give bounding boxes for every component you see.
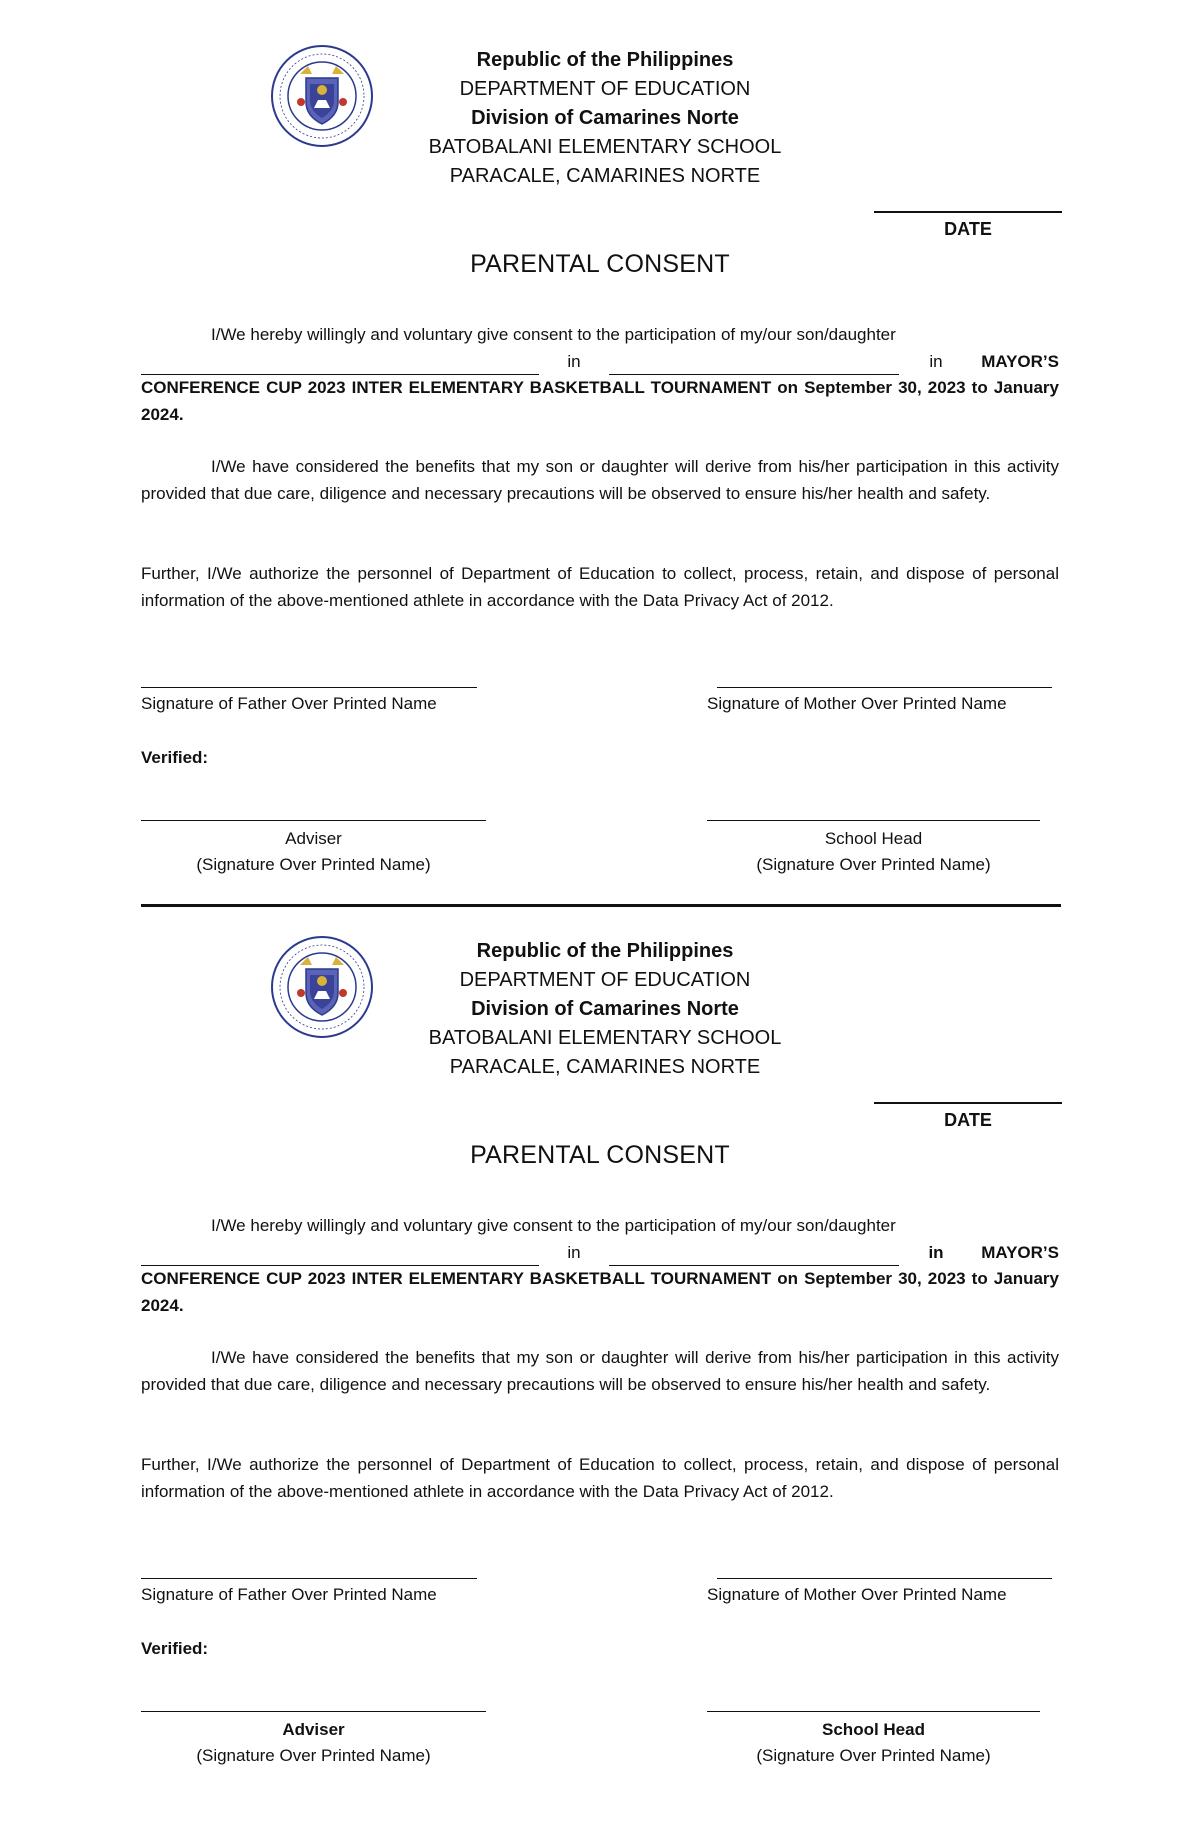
header-location: PARACALE, CAMARINES NORTE (449, 165, 761, 187)
header-school: BATOBALANI ELEMENTARY SCHOOL (428, 136, 782, 158)
event-name: CONFERENCE CUP 2023 INTER ELEMENTARY BASKETBALL TOURNAMENT (141, 378, 772, 397)
child-name-blank[interactable] (141, 356, 539, 375)
in-word: in (929, 351, 943, 371)
benefits-paragraph (141, 1345, 1059, 1398)
mayor-label: MAYOR’S (981, 351, 1059, 371)
privacy-paragraph: Further, I/We authorize the personnel of Department of Education to collect, process, retain, and dispose of personal information of the above-mentioned athlete in accordance with the Data Privacy Act of 2012. (141, 564, 1059, 610)
adviser-signature-line[interactable] (141, 820, 486, 821)
event-dates: September 30, 2023 to January 2024. (141, 1269, 1059, 1315)
school-head-block (707, 826, 1040, 878)
event-name: CONFERENCE CUP 2023 INTER ELEMENTARY BASKETBALL TOURNAMENT (141, 1269, 772, 1288)
on-word: on (777, 1269, 799, 1288)
grade-blank[interactable] (609, 1247, 899, 1266)
father-signature-label: Signature of Father Over Printed Name (141, 694, 437, 713)
school-head-sublabel: (Signature Over Printed Name) (756, 855, 991, 874)
header-school: BATOBALANI ELEMENTARY SCHOOL (428, 1027, 782, 1049)
adviser-sublabel: (Signature Over Printed Name) (196, 855, 431, 874)
in-word: in (928, 1242, 944, 1262)
header-department: DEPARTMENT OF EDUCATION (459, 969, 751, 991)
deped-seal-icon (270, 44, 374, 148)
father-signature-line[interactable] (141, 1578, 477, 1579)
adviser-block (141, 826, 486, 878)
verified-label: Verified: (141, 748, 209, 767)
benefits-paragraph (141, 454, 1059, 507)
school-head-sublabel: (Signature Over Printed Name) (756, 1746, 991, 1765)
on-word: on (777, 378, 799, 397)
header-division: Division of Camarines Norte (471, 107, 739, 129)
page-title: PARENTAL CONSENT (470, 1141, 730, 1169)
mother-signature-label: Signature of Mother Over Printed Name (707, 694, 1007, 713)
father-signature-label: Signature of Father Over Printed Name (141, 1585, 437, 1604)
date-label: DATE (944, 1110, 992, 1130)
event-dates: September 30, 2023 to January 2024. (141, 378, 1059, 424)
header-location: PARACALE, CAMARINES NORTE (449, 1056, 761, 1078)
consent-form-2 (0, 891, 1200, 1791)
grade-blank[interactable] (609, 356, 899, 375)
letterhead (380, 937, 830, 1082)
adviser-sublabel: (Signature Over Printed Name) (196, 1746, 431, 1765)
header-department: DEPARTMENT OF EDUCATION (459, 78, 751, 100)
mayor-label: MAYOR’S (981, 1242, 1059, 1262)
page-title: PARENTAL CONSENT (470, 250, 730, 278)
date-field-line[interactable] (874, 211, 1062, 213)
header-republic: Republic of the Philippines (476, 940, 734, 962)
letterhead (380, 46, 830, 191)
adviser-label: Adviser (285, 829, 342, 848)
header-division: Division of Camarines Norte (471, 998, 739, 1020)
school-head-label: School Head (824, 829, 923, 848)
in-word: in (567, 1242, 581, 1262)
school-head-label: School Head (822, 1720, 925, 1739)
consent-paragraph (141, 1213, 1059, 1319)
benefits-text: I/We have considered the benefits that my son or daughter will derive from his/her participation in this activity provided that due care, diligence and necessary precautions will be observed to ensure his/her health and safety. (141, 457, 1059, 503)
child-name-blank[interactable] (141, 1247, 539, 1266)
school-head-signature-line[interactable] (707, 820, 1040, 821)
consent-form-1 (0, 0, 1200, 900)
benefits-text: I/We have considered the benefits that my son or daughter will derive from his/her participation in this activity provided that due care, diligence and necessary precautions will be observed to ensure his/her health and safety. (141, 1348, 1059, 1394)
in-word: in (567, 351, 581, 371)
header-republic: Republic of the Philippines (476, 49, 734, 71)
school-head-signature-line[interactable] (707, 1711, 1040, 1712)
deped-seal-icon (270, 935, 374, 1039)
consent-intro: I/We hereby willingly and voluntary give consent to the participation of my/our son/daughter (211, 325, 896, 344)
adviser-signature-line[interactable] (141, 1711, 486, 1712)
privacy-paragraph: Further, I/We authorize the personnel of Department of Education to collect, process, retain, and dispose of personal information of the above-mentioned athlete in accordance with the Data Privacy Act of 2012. (141, 1455, 1059, 1501)
father-signature-line[interactable] (141, 687, 477, 688)
mother-signature-line[interactable] (717, 687, 1052, 688)
mother-signature-line[interactable] (717, 1578, 1052, 1579)
school-head-block (707, 1717, 1040, 1769)
consent-paragraph (141, 322, 1059, 428)
date-label: DATE (944, 219, 992, 239)
adviser-block (141, 1717, 486, 1769)
consent-intro: I/We hereby willingly and voluntary give consent to the participation of my/our son/daughter (211, 1216, 896, 1235)
mother-signature-label: Signature of Mother Over Printed Name (707, 1585, 1007, 1604)
date-field-line[interactable] (874, 1102, 1062, 1104)
verified-label: Verified: (141, 1639, 209, 1658)
adviser-label: Adviser (282, 1720, 345, 1739)
